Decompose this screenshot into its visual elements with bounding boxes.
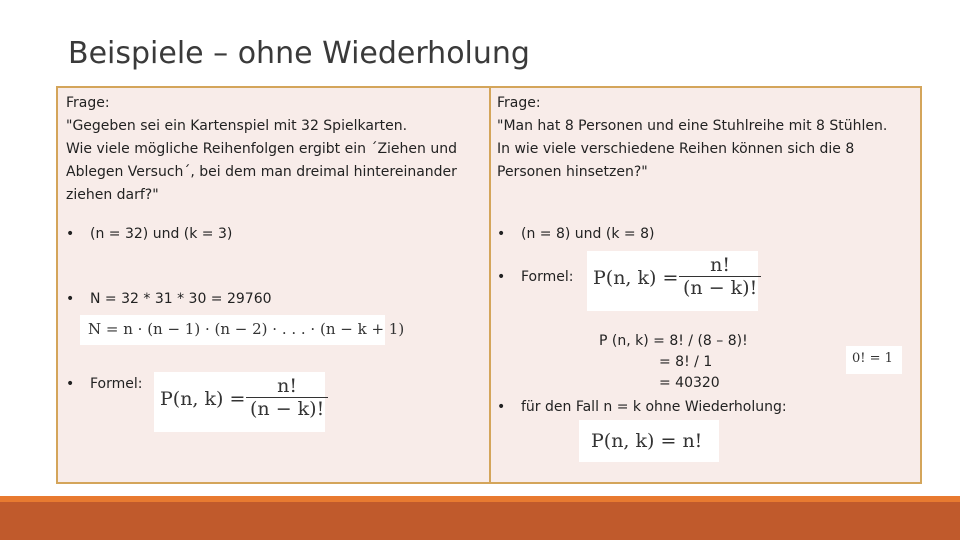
zero-factorial-note: 0! = 1 (852, 351, 893, 366)
right-bullet-special (497, 397, 787, 417)
bullet-icon: • (66, 226, 75, 242)
left-bullet-formula (66, 374, 143, 394)
left-bullet-params (66, 224, 232, 244)
left-question-line: "Gegeben sei ein Kartenspiel mit 32 Spielkarten. (66, 118, 408, 134)
bullet-icon: • (497, 269, 506, 285)
left-formula-fraction (246, 375, 328, 420)
left-question-line: Wie viele mögliche Reihenfolgen ergibt ein ´Ziehen und (66, 141, 457, 157)
zero-factorial-note-image (846, 346, 902, 374)
right-bullet-params (497, 224, 654, 244)
left-question-line: Ablegen Versuch´, bei dem man dreimal hintereinander (66, 164, 457, 180)
left-formula-lhs: P(n, k) = (160, 388, 246, 410)
left-formula-numerator: n! (277, 375, 298, 397)
footer-bar (0, 496, 960, 540)
calc-line: P (n, k) = 8! / (8 – 8)! (599, 333, 748, 349)
left-question-line: ziehen darf?" (66, 187, 159, 203)
left-calc-text: N = 32 * 31 * 30 = 29760 (90, 291, 272, 307)
slide-title: Beispiele – ohne Wiederholung (68, 36, 530, 71)
footer-accent-line (0, 496, 960, 502)
bullet-icon: • (66, 376, 75, 392)
left-permutation-formula-image (154, 372, 325, 432)
right-permutation-formula-image (587, 251, 758, 311)
left-bullet-calc (66, 289, 272, 309)
right-question-label: Frage: (497, 95, 541, 111)
right-formula-fraction (679, 254, 761, 299)
right-formula-denominator: (n − k)! (679, 276, 761, 299)
left-question-label: Frage: (66, 95, 110, 111)
calc-line: = 8! / 1 (659, 354, 713, 370)
right-question-line: In wie viele verschiedene Reihen können sich die 8 (497, 141, 855, 157)
left-column (58, 88, 491, 482)
content-box (56, 86, 922, 484)
left-formula-label: Formel: (90, 376, 143, 392)
product-formula: N = n · (n − 1) · (n − 2) · . . . · (n − k + 1) (88, 320, 405, 338)
bullet-icon: • (497, 399, 506, 415)
bullet-icon: • (497, 226, 506, 242)
right-question-line: "Man hat 8 Personen und eine Stuhlreihe mit 8 Stühlen. (497, 118, 888, 134)
calc-line: = 40320 (659, 375, 720, 391)
bullet-icon: • (66, 291, 75, 307)
special-formula-image (579, 420, 719, 462)
left-params-text: (n = 32) und (k = 3) (90, 226, 233, 242)
right-question-line: Personen hinsetzen?" (497, 164, 648, 180)
right-column (491, 88, 920, 482)
product-formula-image (80, 315, 405, 345)
left-formula-denominator: (n − k)! (246, 397, 328, 420)
right-params-text: (n = 8) und (k = 8) (521, 226, 655, 242)
right-bullet-formula (497, 267, 574, 287)
right-formula-label: Formel: (521, 269, 574, 285)
right-special-text: für den Fall n = k ohne Wiederholung: (521, 399, 787, 415)
right-formula-lhs: P(n, k) = (593, 267, 679, 289)
special-formula: P(n, k) = n! (591, 430, 703, 452)
right-formula-numerator: n! (710, 254, 731, 276)
